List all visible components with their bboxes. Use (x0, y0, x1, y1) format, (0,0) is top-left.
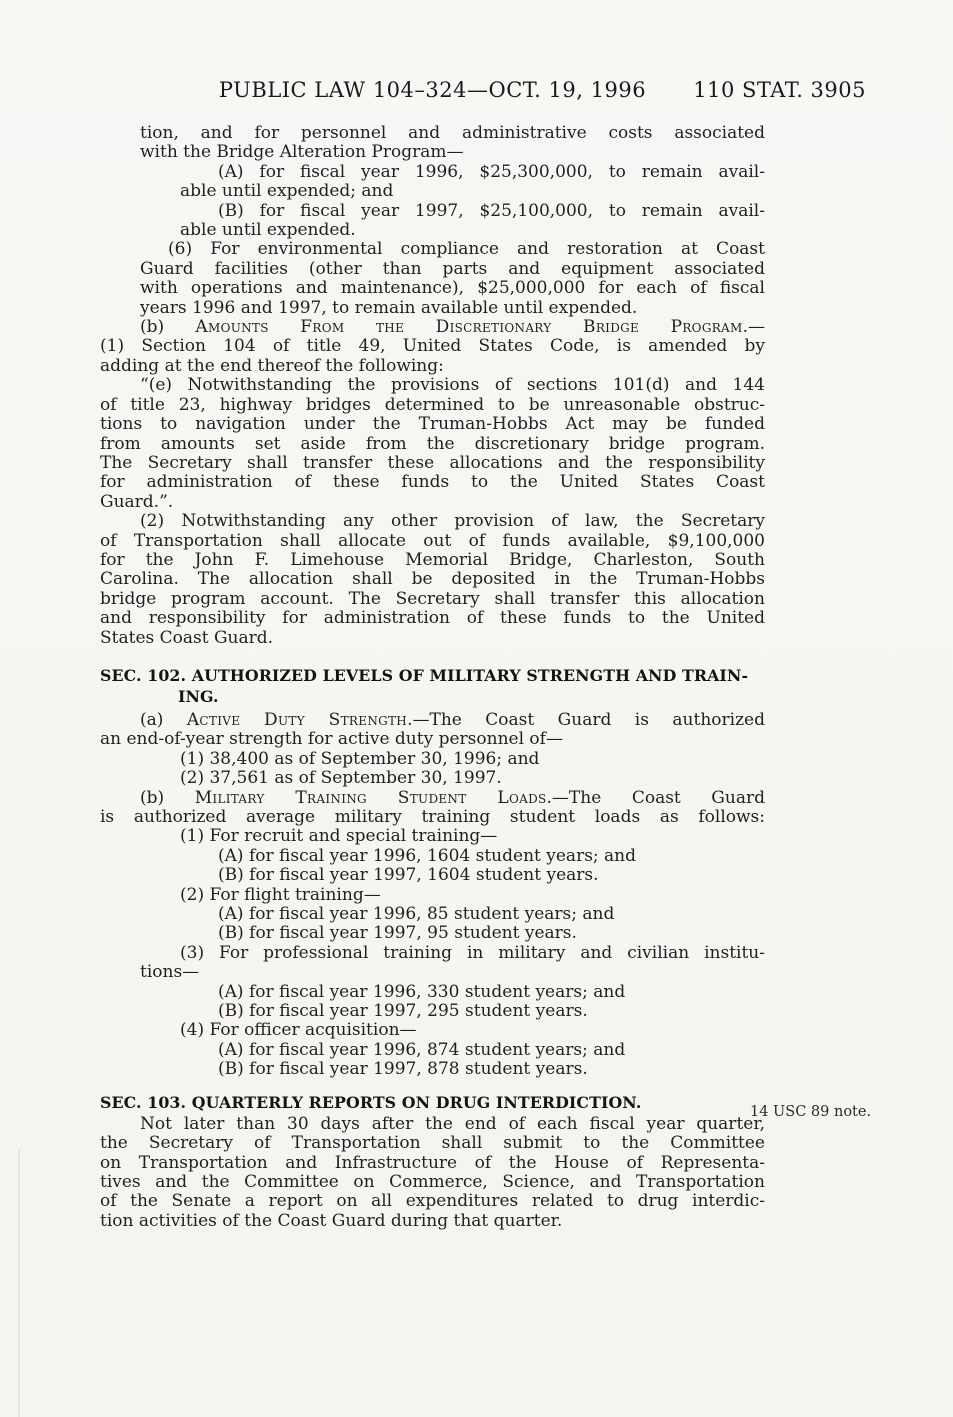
text-line: (1) For recruit and special training— (180, 826, 498, 847)
text-line: (4) For officer acquisition— (180, 1020, 417, 1041)
item-1-38400 (100, 750, 765, 769)
item-2-37561 (100, 769, 765, 788)
small-caps-run: Amounts From the Discretionary Bridge Program (195, 317, 743, 338)
text-line: (A) for fiscal year 1996, $25,300,000, to remain avail- (218, 161, 765, 182)
text-line (140, 789, 765, 808)
para-e-quoted-amendment (100, 376, 765, 512)
item-3A-330 (100, 983, 765, 1002)
running-head-law-title: PUBLIC LAW 104–324—OCT. 19, 1996 (218, 78, 647, 102)
text-line: and responsibility for administration of these funds to the United (100, 608, 765, 629)
text-line: bridge program account. The Secretary shall transfer this allocation (100, 588, 765, 609)
margin-note-usc-citation: 14 USC 89 note. (750, 1104, 872, 1120)
para-2-limehouse-allocation (100, 512, 765, 648)
running-head (0, 78, 953, 106)
text-line: is authorized average military training student loads as follows: (100, 807, 765, 827)
text-line: tions— (140, 962, 200, 983)
document-body (100, 124, 765, 1231)
text-run: (a) (140, 709, 187, 730)
item-B-fy1997-25100000 (100, 202, 765, 241)
text-run: .— (742, 317, 765, 338)
text-line: tions to navigation under the Truman-Hobbs Act may be funded (100, 414, 765, 435)
text-line: (B) for fiscal year 1997, 1604 student years. (218, 865, 599, 886)
text-line: (2) Notwithstanding any other provision of law, the Secretary (140, 511, 765, 532)
text-line: on Transportation and Infrastructure of the House of Representa- (100, 1152, 765, 1173)
text-line: with the Bridge Alteration Program— (140, 142, 464, 163)
text-line: ING. (178, 686, 219, 706)
scan-edge-artifact (18, 1150, 20, 1417)
item-4A-874 (100, 1041, 765, 1060)
text-line: Guard.”. (100, 491, 174, 512)
text-line (140, 318, 765, 337)
text-line: able until expended. (180, 220, 356, 241)
para-a-active-duty-strength (100, 711, 765, 750)
text-line: SEC. 102. AUTHORIZED LEVELS OF MILITARY STRENGTH AND TRAIN- (100, 665, 749, 685)
text-line: for the John F. Limehouse Memorial Bridge, Charleston, South (100, 549, 765, 570)
text-line: (A) for fiscal year 1996, 85 student years; and (218, 904, 615, 925)
text-line: of Transportation shall allocate out of funds available, $9,100,000 (100, 530, 765, 551)
text-line: The Secretary shall transfer these allocations and the responsibility (100, 452, 765, 473)
text-line: (B) for fiscal year 1997, 95 student years. (218, 923, 577, 944)
para-b-military-training-loads (100, 789, 765, 828)
text-line: tives and the Committee on Commerce, Science, and Transportation (100, 1171, 765, 1192)
item-3B-295 (100, 1002, 765, 1021)
para-quarterly-reports (100, 1115, 765, 1231)
text-line: tion activities of the Coast Guard during that quarter. (100, 1210, 563, 1231)
text-line: an end-of-year strength for active duty personnel of— (100, 729, 563, 750)
text-line: (2) For flight training— (180, 884, 381, 905)
text-line: for administration of these funds to the United States Coast (100, 472, 765, 493)
item-3-professional-training (100, 944, 765, 983)
para-continuation-bridge-alteration (100, 124, 765, 163)
small-caps-run: Active Duty Strength (186, 709, 408, 730)
text-line: of the Senate a report on all expenditures related to drug interdic- (100, 1191, 765, 1212)
text-line: (A) for fiscal year 1996, 1604 student years; and (218, 845, 637, 866)
text-line: Not later than 30 days after the end of each fiscal year quarter, (140, 1113, 765, 1134)
text-line: “(e) Notwithstanding the provisions of sections 101(d) and 144 (140, 375, 765, 396)
text-line: States Coast Guard. (100, 627, 274, 648)
item-2A-85 (100, 905, 765, 924)
text-line: Guard facilities (other than parts and equipment associated (140, 258, 765, 279)
text-line: from amounts set aside from the discretionary bridge program. (100, 433, 765, 454)
para-6-environmental-compliance (100, 240, 765, 318)
heading-sec-102 (100, 665, 765, 707)
para-b-amounts-discretionary-bridge (100, 318, 765, 376)
text-line: years 1996 and 1997, to remain available until expended. (140, 297, 638, 318)
text-line: SEC. 103. QUARTERLY REPORTS ON DRUG INTERDICTION. (100, 1092, 642, 1112)
text-line: (6) For environmental compliance and restoration at Coast (168, 239, 765, 260)
item-4B-878 (100, 1060, 765, 1079)
text-line: Carolina. The allocation shall be deposited in the Truman-Hobbs (100, 569, 765, 590)
text-line: able until expended; and (180, 181, 394, 202)
text-line: (B) for fiscal year 1997, 878 student years. (218, 1059, 588, 1080)
text-line: (B) for fiscal year 1997, 295 student years. (218, 1001, 588, 1022)
text-line: (1) 38,400 as of September 30, 1996; and (180, 748, 540, 769)
small-caps-run: Military Training Student Loads (194, 787, 547, 808)
text-line: of title 23, highway bridges determined to be unreasonable obstruc- (100, 394, 765, 415)
text-run: .—The Coast Guard is authorized (407, 709, 765, 730)
item-1-recruit-special-training (100, 827, 765, 846)
heading-sec-103 (100, 1092, 765, 1113)
text-line: (2) 37,561 as of September 30, 1997. (180, 768, 502, 789)
text-line: (1) Section 104 of title 49, United States Code, is amended by (100, 336, 765, 357)
text-line: with operations and maintenance), $25,000,000 for each of fiscal (140, 278, 765, 299)
text-line: the Secretary of Transportation shall submit to the Committee (100, 1133, 765, 1154)
item-4-officer-acquisition (100, 1021, 765, 1040)
item-2-flight-training (100, 886, 765, 905)
text-run: (b) (140, 317, 196, 338)
item-2B-95 (100, 924, 765, 943)
text-run: .—The Coast Guard (546, 787, 765, 808)
text-line: tion, and for personnel and administrative costs associated (140, 123, 765, 143)
item-A-fy1996-25300000 (100, 163, 765, 202)
text-line: (3) For professional training in military and civilian institu- (180, 942, 765, 963)
item-1B-1604 (100, 866, 765, 885)
text-line: (B) for fiscal year 1997, $25,100,000, to remain avail- (218, 200, 765, 221)
text-line: (A) for fiscal year 1996, 330 student years; and (218, 981, 626, 1002)
running-head-stat-ref: 110 STAT. 3905 (693, 78, 866, 102)
text-line: (A) for fiscal year 1996, 874 student years; and (218, 1039, 626, 1060)
text-line: adding at the end thereof the following: (100, 355, 444, 376)
item-1A-1604 (100, 847, 765, 866)
text-line (140, 711, 765, 730)
text-run: (b) (140, 787, 195, 808)
